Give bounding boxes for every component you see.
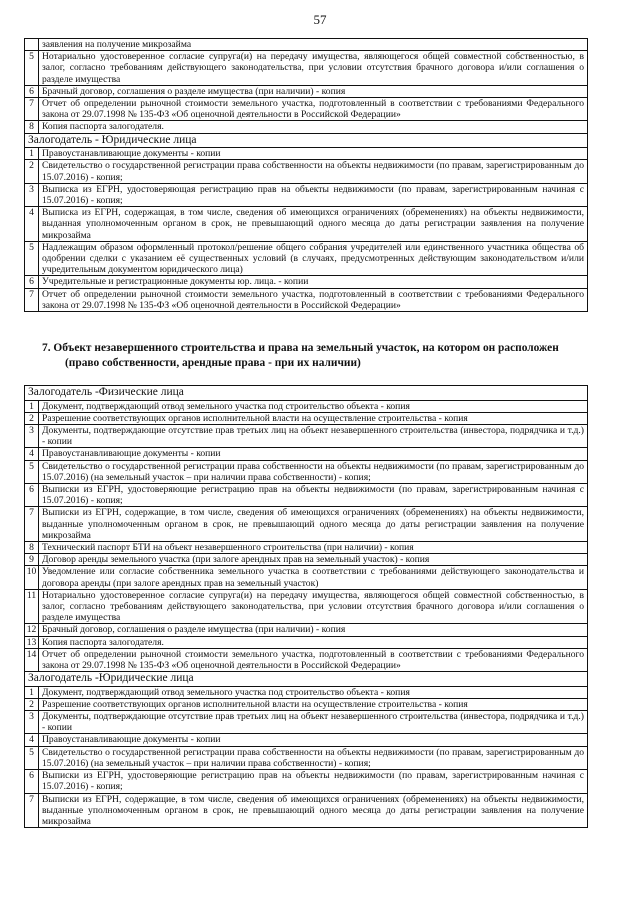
section-header-row (25, 133, 588, 148)
row-text: Правоустанавливающие документы - копии (39, 734, 588, 746)
table-row (25, 51, 588, 86)
row-number: 5 (25, 241, 39, 276)
table-row (25, 483, 588, 506)
row-text: Свидетельство о государственной регистрации права собственности на объекты недвижимости (по правам, зарегистрированным до 15.07.2016) (на земельный участок – при наличии права собственности) - копия; (39, 460, 588, 483)
table-row (25, 39, 588, 51)
row-number: 8 (25, 541, 39, 553)
row-number: 4 (25, 207, 39, 242)
row-text: Уведомление или согласие собственника земельного участка в соответствии с требованиями действующего законодательства и договора аренды (при залоге арендных прав на земельный участок) (39, 566, 588, 589)
table-row (25, 507, 588, 542)
section-header: Залогодатель -Физические лица (25, 386, 588, 401)
section-header-row (25, 672, 588, 687)
row-number: 2 (25, 698, 39, 710)
table-row (25, 624, 588, 636)
table-row (25, 448, 588, 460)
row-number: 7 (25, 507, 39, 542)
table-row (25, 734, 588, 746)
row-number: 1 (25, 686, 39, 698)
row-text: Копия паспорта залогодателя. (39, 121, 588, 133)
table-row (25, 686, 588, 698)
row-number: 3 (25, 183, 39, 206)
row-number: 11 (25, 589, 39, 624)
table-row (25, 554, 588, 566)
row-text: Учредительные и регистрационные документы юр. лица. - копии (39, 276, 588, 288)
row-number: 2 (25, 160, 39, 183)
row-text: Выписки из ЕГРН, содержащие, в том числе, сведения об имеющихся ограничениях (обременениях) на объекты недвижимости, выданные уполномоченным органом в срок, не превышающий одного месяца до даты регистрации заявления на получение микрозайма (39, 793, 588, 828)
row-text: Разрешение соответствующих органов исполнительной власти на осуществление строительства - копия (39, 698, 588, 710)
table-row (25, 121, 588, 133)
row-number: 3 (25, 711, 39, 734)
row-number: 9 (25, 554, 39, 566)
page-number: 57 (313, 12, 327, 27)
table-row (25, 183, 588, 206)
table-body (25, 39, 588, 312)
row-number: 7 (25, 793, 39, 828)
row-number: 3 (25, 424, 39, 447)
row-text: Нотариально удостоверенное согласие супруга(и) на передачу имущества, являющегося общей совместной собственностью, в залог, согласно требованиям действующего законодательства, при условии отсутствия брачного договора и/или соглашения о разделе имущества (39, 589, 588, 624)
table-body (25, 386, 588, 828)
section-header: Залогодатель -Юридические лица (25, 672, 588, 687)
table-row (25, 541, 588, 553)
row-text: Отчет об определении рыночной стоимости земельного участка, подготовленный в соответствии с требованиями Федерального закона от 29.07.1998 № 135-ФЗ «Об оценочной деятельности в Российской Федерации» (39, 288, 588, 311)
table-row (25, 460, 588, 483)
table-row (25, 288, 588, 311)
row-text: Технический паспорт БТИ на объект незавершенного строительства (при наличии) - копия (39, 541, 588, 553)
table-row (25, 770, 588, 793)
table-row (25, 148, 588, 160)
row-number: 14 (25, 648, 39, 671)
row-number: 6 (25, 770, 39, 793)
row-number: 12 (25, 624, 39, 636)
row-text: Отчет об определении рыночной стоимости земельного участка, подготовленный в соответствии с требованиями Федерального закона от 29.07.1998 № 135-ФЗ «Об оценочной деятельности в Российской Федерации» (39, 98, 588, 121)
row-number: 13 (25, 636, 39, 648)
row-text: Брачный договор, соглашения о разделе имущества (при наличии) - копия (39, 624, 588, 636)
row-number (25, 39, 39, 51)
table-row (25, 698, 588, 710)
row-text: Договор аренды земельного участка (при залоге арендных прав на земельный участок) - копия (39, 554, 588, 566)
row-text: Выписки из ЕГРН, удостоверяющие регистрацию прав на объекты недвижимости (по правам, зарегистрированным начиная с 15.07.2016) - копия; (39, 483, 588, 506)
row-text: Правоустанавливающие документы - копии (39, 448, 588, 460)
documents-table-unfinished-construction (24, 385, 588, 828)
table-row (25, 85, 588, 97)
row-number: 7 (25, 288, 39, 311)
row-text: Выписки из ЕГРН, удостоверяющие регистрацию прав на объекты недвижимости (по правам, зарегистрированным начиная с 15.07.2016) - копия; (39, 770, 588, 793)
row-number: 1 (25, 148, 39, 160)
table-row (25, 241, 588, 276)
table-row (25, 412, 588, 424)
row-text: Документы, подтверждающие отсутствие прав третьих лиц на объект незавершенного строительства (инвестора, подрядчика и т.д.) - копии (39, 424, 588, 447)
table-row (25, 636, 588, 648)
section-title-line2: (право собственности, арендные права - при их наличии) (65, 356, 361, 369)
row-text: Нотариально удостоверенное согласие супруга(и) на передачу имущества, являющегося общей совместной собственностью, в залог, согласно требованиям действующего законодательства, при условии отсутствия брачного договора и/или соглашения о разделе имущества (39, 51, 588, 86)
row-text: Отчет об определении рыночной стоимости земельного участка, подготовленный в соответствии с требованиями Федерального закона от 29.07.1998 № 135-ФЗ «Об оценочной деятельности в Российской Федерации» (39, 648, 588, 671)
row-number: 4 (25, 734, 39, 746)
row-text: Документ, подтверждающий отвод земельного участка под строительство объекта - копия (39, 686, 588, 698)
row-number: 5 (25, 51, 39, 86)
table-row (25, 711, 588, 734)
row-text: заявления на получение микрозайма (39, 39, 588, 51)
table-row (25, 648, 588, 671)
row-text: Выписка из ЕГРН, удостоверяющая регистрацию прав на объекты недвижимости (по правам, зарегистрированным начиная с 15.07.2016) - копия; (39, 183, 588, 206)
row-text: Копия паспорта залогодателя. (39, 636, 588, 648)
table-row (25, 276, 588, 288)
row-number: 2 (25, 412, 39, 424)
row-number: 6 (25, 85, 39, 97)
row-number: 7 (25, 98, 39, 121)
section-header: Залогодатель - Юридические лица (25, 133, 588, 148)
section-header-row (25, 386, 588, 401)
row-number: 8 (25, 121, 39, 133)
row-text: Надлежащим образом оформленный протокол/решение общего собрания учредителей или единственного участника общества об одобрении сделки с указанием её существенных условий (в случаях, предусмотренных действующим законодательством и/или учредительным документом юридического лица) (39, 241, 588, 276)
section-title-line1: Объект незавершенного строительства и права на земельный участок, на котором он расположен (53, 342, 559, 354)
table-row (25, 746, 588, 769)
row-number: 5 (25, 746, 39, 769)
table-row (25, 98, 588, 121)
row-text: Брачный договор, соглашения о разделе имущества (при наличии) - копия (39, 85, 588, 97)
section-heading-7 (42, 341, 622, 370)
row-number: 6 (25, 276, 39, 288)
row-text: Свидетельство о государственной регистрации права собственности на объекты недвижимости (по правам, зарегистрированным до 15.07.2016) (на земельный участок – при наличии права собственности) - копия; (39, 746, 588, 769)
row-number: 6 (25, 483, 39, 506)
row-text: Документ, подтверждающий отвод земельного участка под строительство объекта - копия (39, 400, 588, 412)
row-text: Документы, подтверждающие отсутствие прав третьих лиц на объект незавершенного строительства (инвестора, подрядчика и т.д.) - копии (39, 711, 588, 734)
row-text: Разрешение соответствующих органов исполнительной власти на осуществление строительства - копия (39, 412, 588, 424)
row-text: Выписка из ЕГРН, содержащая, в том числе, сведения об имеющихся ограничениях (обременениях) на объекты недвижимости, выданная уполномоченным органом в срок, не превышающий одного месяца до даты регистрации заявления на получение микрозайма (39, 207, 588, 242)
table-row (25, 589, 588, 624)
row-number: 1 (25, 400, 39, 412)
row-number: 10 (25, 566, 39, 589)
table-row (25, 424, 588, 447)
table-row (25, 207, 588, 242)
table-row (25, 400, 588, 412)
table-row (25, 160, 588, 183)
row-number: 4 (25, 448, 39, 460)
table-row (25, 793, 588, 828)
row-text: Правоустанавливающие документы - копии (39, 148, 588, 160)
row-text: Выписки из ЕГРН, содержащие, в том числе, сведения об имеющихся ограничениях (обременениях) на объекты недвижимости, выданные уполномоченным органом в срок, не превышающий одного месяца до даты регистрации заявления на получение микрозайма (39, 507, 588, 542)
documents-table-land-plot (24, 38, 588, 312)
section-number: 7. (42, 342, 51, 354)
row-number: 5 (25, 460, 39, 483)
table-row (25, 566, 588, 589)
row-text: Свидетельство о государственной регистрации права собственности на объекты недвижимости (по правам, зарегистрированным до 15.07.2016) - копия; (39, 160, 588, 183)
